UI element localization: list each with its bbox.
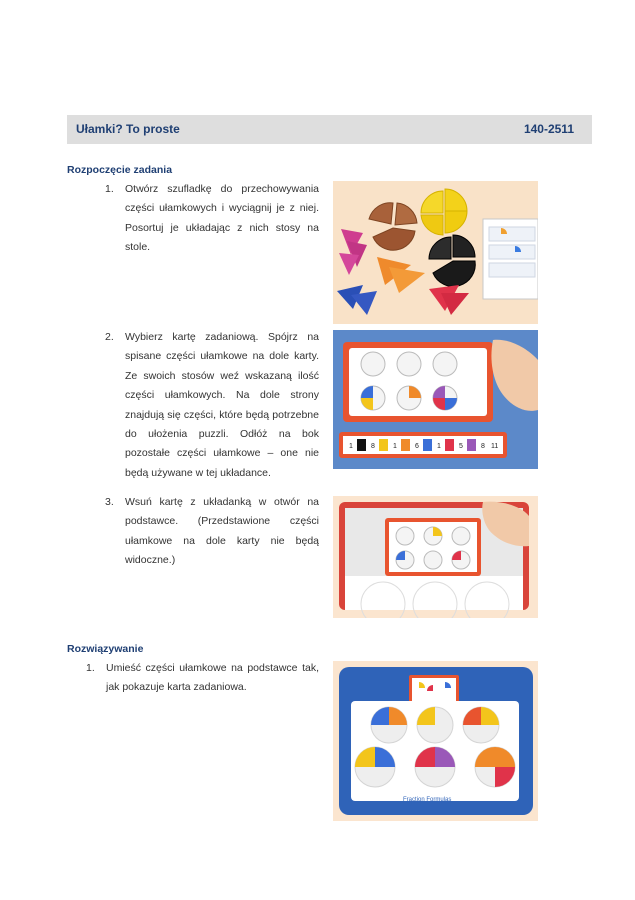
section-title-solving: Rozwiązywanie	[67, 643, 144, 655]
fraction-pieces-illustration	[333, 181, 538, 324]
solving-step-1	[86, 659, 319, 698]
step-number: 2.	[105, 331, 114, 343]
strip-number-1: 1	[349, 443, 353, 450]
finished-board-illustration	[333, 661, 538, 821]
step-number: 1.	[86, 662, 95, 674]
step-text: Wybierz kartę zadaniową. Spójrz na spisane części ułamkowe na dole karty. Ze swoich stosów weź wskazaną ilość części ułamkowych. Na dole strony znajdują się części, które będą potrzebne do ułożenia puzzli. Odłóż na bok pozostałe części ułamkowe – one nie będą używane w tej układance.	[125, 331, 319, 479]
product-code: 140-2511	[523, 122, 574, 136]
step-text: Otwórz szufladkę do przechowywania części ułamkowych i wyciągnij je z niej. Posortuj je układając z nich stosy na stole.	[125, 183, 319, 254]
strip-number-6: 5	[459, 443, 463, 450]
strip-number-8: 11	[491, 443, 499, 450]
card-insert-illustration	[333, 496, 538, 618]
start-step-1	[105, 180, 319, 258]
step-number: 1.	[105, 183, 114, 195]
photo-finished-board	[333, 661, 538, 821]
document-title: Ułamki? To proste	[76, 122, 180, 136]
strip-number-4: 6	[415, 443, 419, 450]
section-title-start: Rozpoczęcie zadania	[67, 164, 173, 176]
start-step-3	[105, 493, 319, 571]
strip-number-5: 1	[437, 443, 441, 450]
storage-tray	[483, 219, 538, 299]
step-text: Umieść części ułamkowe na podstawce tak, jak pokazuje karta zadaniowa.	[106, 662, 319, 694]
header-bar	[67, 115, 592, 144]
task-card-illustration	[333, 330, 538, 469]
step-number: 3.	[105, 496, 114, 508]
step-text: Wsuń kartę z układanką w otwór na podstawce. (Przedstawione części ułamkowe na dole karty nie będą widoczne.)	[125, 496, 319, 567]
board-brand-label: Fraction Formulas	[403, 797, 452, 803]
strip-number-3: 1	[393, 443, 397, 450]
photo-task-card	[333, 330, 538, 469]
strip-number-2: 8	[371, 443, 375, 450]
photo-card-insert	[333, 496, 538, 618]
photo-fraction-pieces	[333, 181, 538, 324]
start-step-2	[105, 328, 319, 483]
strip-number-7: 8	[481, 443, 485, 450]
